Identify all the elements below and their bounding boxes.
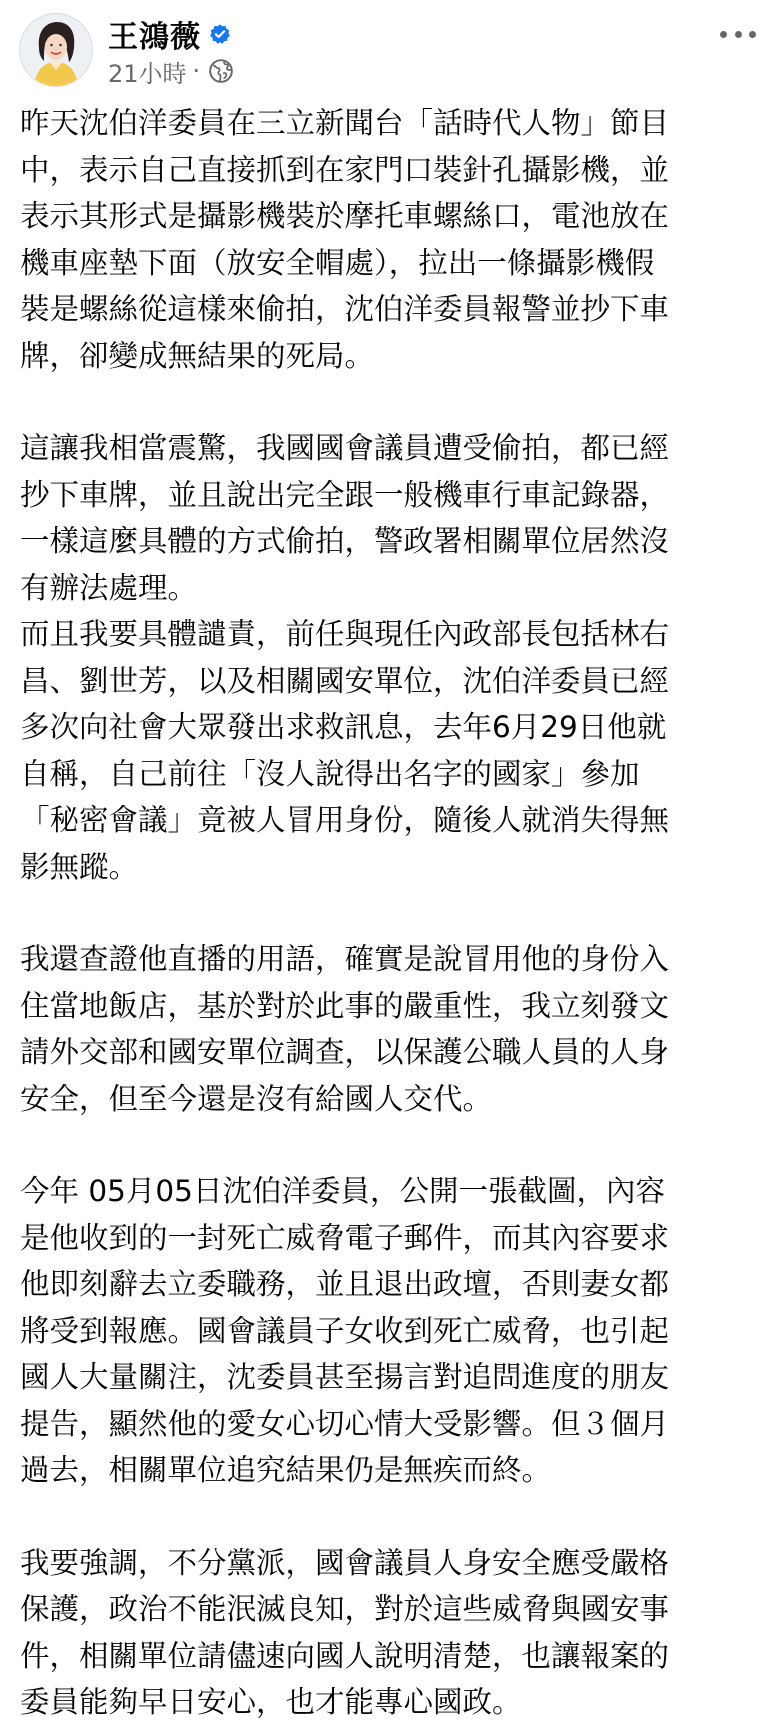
post-header (0, 0, 780, 100)
verified-check-icon (209, 23, 231, 45)
post-paragraph-2: 這讓我相當震驚，我國國會議員遭受偷拍，都已經 抄下車牌，並且說出完全跟一般機車行車記錄器， 一樣這麼具體的方式偷拍，警政署相關單位居然沒 有辦法處理。 (20, 431, 670, 605)
globe-icon[interactable] (208, 58, 234, 84)
post-paragraph-4: 我還查證他直播的用語，確實是說冒用他的身份入 住當地飯店，基於對於此事的嚴重性，我立刻發文 請外交部和國安單位調查，以保護公職人員的人身 安全，但至今還是沒有給國人交代。 (20, 942, 670, 1116)
author-line (108, 14, 231, 54)
paragraph-spacer (20, 1494, 764, 1540)
paragraph-spacer (20, 1122, 764, 1168)
post-paragraph-1: 昨天沈伯洋委員在三立新聞台「話時代人物」節目 中，表示自己直接抓到在家門口裝針孔攝影機，並 表示其形式是攝影機裝於摩托車螺絲口，電池放在 機車座墊下面（放安全帽處），拉出一條攝影機假 裝是螺絲從這樣來偷拍，沈伯洋委員報警並抄下車 牌，卻變成無結果的死局。 (20, 106, 670, 373)
more-dot-icon (749, 31, 756, 38)
author-name[interactable]: 王鴻薇 (108, 20, 201, 55)
post-paragraph-5: 今年 05月05日沈伯洋委員，公開一張截圖，內容 是他收到的一封死亡威脅電子郵件，而其內容要求 他即刻辭去立委職務，並且退出政壇，否則妻女都 將受到報應。國會議員子女收到死亡威脅，也引起 國人大量關注，沈委員甚至揚言對追問進度的朋友 提告，顯然他的愛女心切心情大受影響。但３個月 過去，相關單位追究結果仍是無疾而終。 (20, 1174, 670, 1487)
post-paragraph-3: 而且我要具體譴責，前任與現任內政部長包括林右 昌、劉世芳，以及相關國安單位，沈伯洋委員已經 多次向社會大眾發出求救訊息，去年6月29日他就 自稱，自己前往「沒人說得出名字的國家」參加 「秘密會議」竟被人冒用身份，隨後人就消失得無 影無蹤。 (20, 617, 670, 884)
post-timestamp[interactable]: 21小時 (108, 59, 187, 88)
more-options-button[interactable] (720, 22, 756, 46)
more-dot-icon (735, 31, 742, 38)
post-paragraph-6: 我要強調，不分黨派，國會議員人身安全應受嚴格 保護，政治不能泯滅良知，對於這些威脅與國安事 件，相關單位請儘速向國人說明清楚，也讓報案的 委員能夠早日安心，也才能專心國政。 (20, 1545, 670, 1719)
post-body (20, 100, 764, 1726)
avatar-image (20, 14, 92, 86)
meta-separator: · (192, 57, 201, 85)
post-meta (108, 56, 234, 86)
author-avatar[interactable] (20, 14, 92, 86)
paragraph-spacer (20, 890, 764, 936)
more-dot-icon (720, 31, 727, 38)
paragraph-spacer (20, 379, 764, 425)
